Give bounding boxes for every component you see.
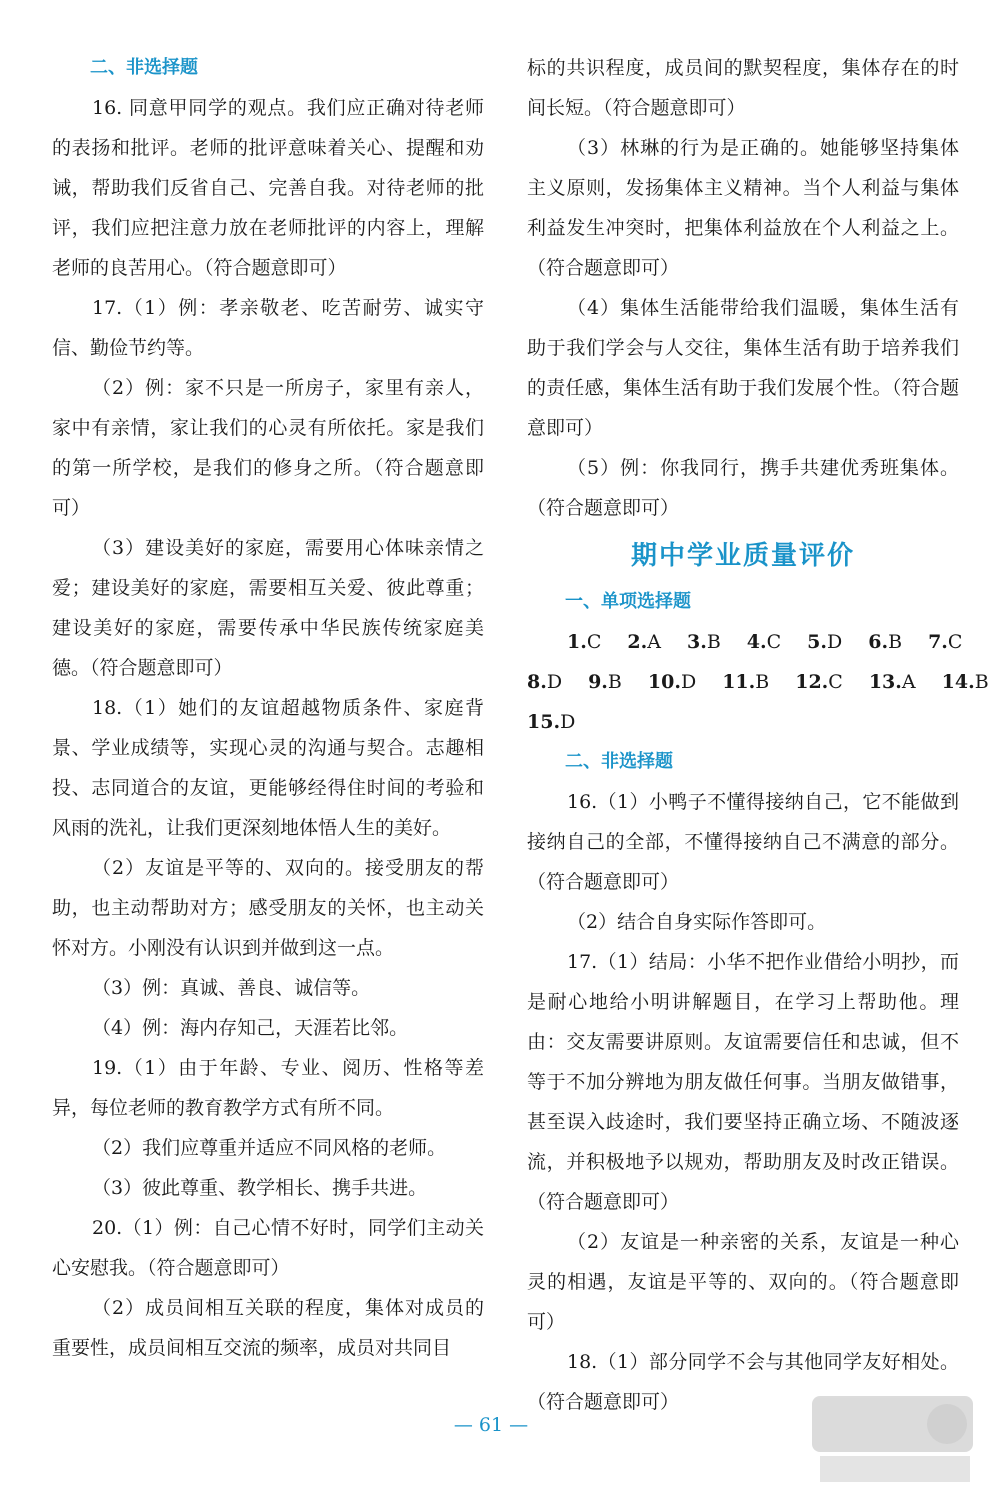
question-number: 3. — [686, 631, 707, 653]
answer-key-row — [527, 622, 963, 662]
section-heading: 二、非选择题 — [565, 751, 673, 772]
answer-letter: D — [560, 711, 576, 733]
answer-paragraph: （2）成员间相互关联的程度，集体对成员的重要性，成员间相互交流的频率，成员对共同目 — [52, 1297, 484, 1359]
answer-paragraph: （5）例：你我同行，携手共建优秀班集体。（符合题意即可） — [527, 457, 959, 519]
answer-paragraph: 标的共识程度，成员间的默契程度，集体存在的时间长短。（符合题意即可） — [527, 57, 959, 119]
exam-title: 期中学业质量评价 — [630, 541, 855, 571]
watermark-circle — [927, 1404, 967, 1444]
section-heading: 二、非选择题 — [90, 57, 198, 78]
answer-paragraph: 19.（1）由于年龄、专业、阅历、性格等差异，每位老师的教育教学方式有所不同。 — [52, 1057, 484, 1119]
answer-paragraph: 18.（1）部分同学不会与其他同学友好相处。（符合题意即可） — [527, 1351, 959, 1413]
answer-key-row — [527, 702, 959, 742]
answer-letter: B — [888, 631, 903, 653]
answer-paragraph: （4）例：海内存知己，天涯若比邻。 — [92, 1017, 409, 1039]
answer-paragraph: （3）建设美好的家庭，需要用心体味亲情之爱；建设美好的家庭，需要相互关爱、彼此尊重；建设美好的家庭，需要传承中华民族传统家庭美德。（符合题意即可） — [52, 537, 484, 679]
answer-letter: C — [828, 671, 843, 693]
answer-key-item — [527, 702, 575, 742]
answer-paragraph: （3）例：真诚、善良、诚信等。 — [92, 977, 371, 999]
answer-paragraph: 17.（1）例：孝亲敬老、吃苦耐劳、诚实守信、勤俭节约等。 — [52, 297, 484, 359]
question-number: 13. — [868, 671, 902, 693]
answer-key-item — [648, 662, 696, 702]
answer-letter: C — [586, 631, 602, 653]
answer-key-item — [687, 622, 721, 662]
answer-paragraph: （3）林琳的行为是正确的。她能够坚持集体主义原则，发扬集体主义精神。当个人利益与集体利益发生冲突时，把集体利益放在个人利益之上。（符合题意即可） — [527, 137, 959, 279]
answer-letter: D — [546, 671, 563, 693]
answer-paragraph: （4）集体生活能带给我们温暖，集体生活有助于我们学会与人交往，集体生活有助于培养我们的责任感，集体生活有助于我们发展个性。（符合题意即可） — [527, 297, 959, 439]
answer-letter: B — [607, 671, 622, 693]
answer-key-item — [928, 622, 962, 662]
question-number: 4. — [746, 631, 767, 653]
answer-letter: C — [947, 631, 963, 653]
answer-key-item — [747, 622, 781, 662]
answer-paragraph: （3）彼此尊重、教学相长、携手共进。 — [92, 1177, 428, 1199]
question-number: 8. — [527, 671, 547, 693]
answer-paragraph: （2）友谊是平等的、双向的。接受朋友的帮助，也主动帮助对方；感受朋友的关怀，也主动关怀对方。小刚没有认识到并做到这一点。 — [52, 857, 484, 959]
answer-key-item — [807, 622, 842, 662]
answer-key-item — [942, 662, 989, 702]
answer-letter: A — [647, 631, 661, 653]
left-column — [52, 48, 484, 1368]
question-number: 9. — [588, 671, 608, 693]
answer-paragraph: （2）例：家不只是一所房子，家里有亲人，家中有亲情，家让我们的心灵有所依托。家是我们的第一所学校，是我们的修身之所。（符合题意即可） — [52, 377, 484, 519]
right-column — [527, 48, 989, 1422]
answer-key-item — [567, 622, 601, 662]
answer-paragraph: 18.（1）她们的友谊超越物质条件、家庭背景、学业成绩等，实现心灵的沟通与契合。志趣相投、志同道合的友谊，更能够经得住时间的考验和风雨的洗礼，让我们更深刻地体悟人生的美好。 — [52, 697, 484, 839]
question-number: 14. — [941, 671, 975, 693]
answer-key-item — [588, 662, 622, 702]
question-number: 1. — [567, 631, 587, 653]
question-number: 15. — [527, 711, 561, 733]
page-number: — 61 — — [453, 1414, 529, 1436]
answer-letter: D — [827, 631, 843, 653]
watermark-logo — [810, 1392, 975, 1488]
answer-key-item — [868, 622, 902, 662]
answer-key-row — [527, 662, 989, 702]
page-number-value: 61 — [478, 1414, 504, 1436]
answer-letter: D — [680, 671, 697, 693]
answer-letter: B — [974, 671, 989, 693]
question-number: 7. — [928, 631, 948, 653]
answer-key-item — [527, 662, 562, 702]
answer-paragraph: 17.（1）结局：小华不把作业借给小明抄，而是耐心地给小明讲解题目，在学习上帮助他。理由：交友需要讲原则。友谊需要信任和忠诚，但不等于不加分辨地为朋友做任何事。当朋友做错事，甚至误入歧途时，我们要坚持正确立场、不随波逐流，并积极地予以规劝，帮助朋友及时改正错误。（符合题意即可） — [527, 951, 959, 1213]
answer-paragraph: （2）友谊是一种亲密的关系，友谊是一种心灵的相遇，友谊是平等的、双向的。（符合题意即可） — [527, 1231, 959, 1333]
answer-key-item — [869, 662, 916, 702]
answer-letter: A — [901, 671, 916, 693]
answer-paragraph: 20.（1）例：自己心情不好时，同学们主动关心安慰我。（符合题意即可） — [52, 1217, 484, 1279]
question-number: 2. — [627, 631, 648, 653]
question-number: 11. — [722, 671, 756, 693]
answer-letter: C — [766, 631, 782, 653]
answer-key-item — [795, 662, 843, 702]
answer-paragraph: 16.（1）小鸭子不懂得接纳自己，它不能做到接纳自己的全部，不懂得接纳自己不满意的部分。（符合题意即可） — [527, 791, 959, 893]
watermark-strip — [820, 1456, 970, 1482]
answer-letter: B — [706, 631, 721, 653]
answer-paragraph: （2）结合自身实际作答即可。 — [567, 911, 827, 933]
answer-paragraph: 16. 同意甲同学的观点。我们应正确对待老师的表扬和批评。老师的批评意味着关心、提醒和劝诫，帮助我们反省自己、完善自我。对待老师的批评，我们应把注意力放在老师批评的内容上，理解老师的良苦用心。（符合题意即可） — [52, 97, 484, 279]
question-number: 12. — [795, 671, 829, 693]
answer-paragraph: （2）我们应尊重并适应不同风格的老师。 — [92, 1137, 447, 1159]
answer-key-item — [722, 662, 769, 702]
answer-key-item — [627, 622, 661, 662]
answer-letter: B — [755, 671, 770, 693]
section-heading: 一、单项选择题 — [565, 591, 691, 612]
question-number: 10. — [647, 671, 681, 693]
question-number: 5. — [807, 631, 828, 653]
question-number: 6. — [868, 631, 889, 653]
